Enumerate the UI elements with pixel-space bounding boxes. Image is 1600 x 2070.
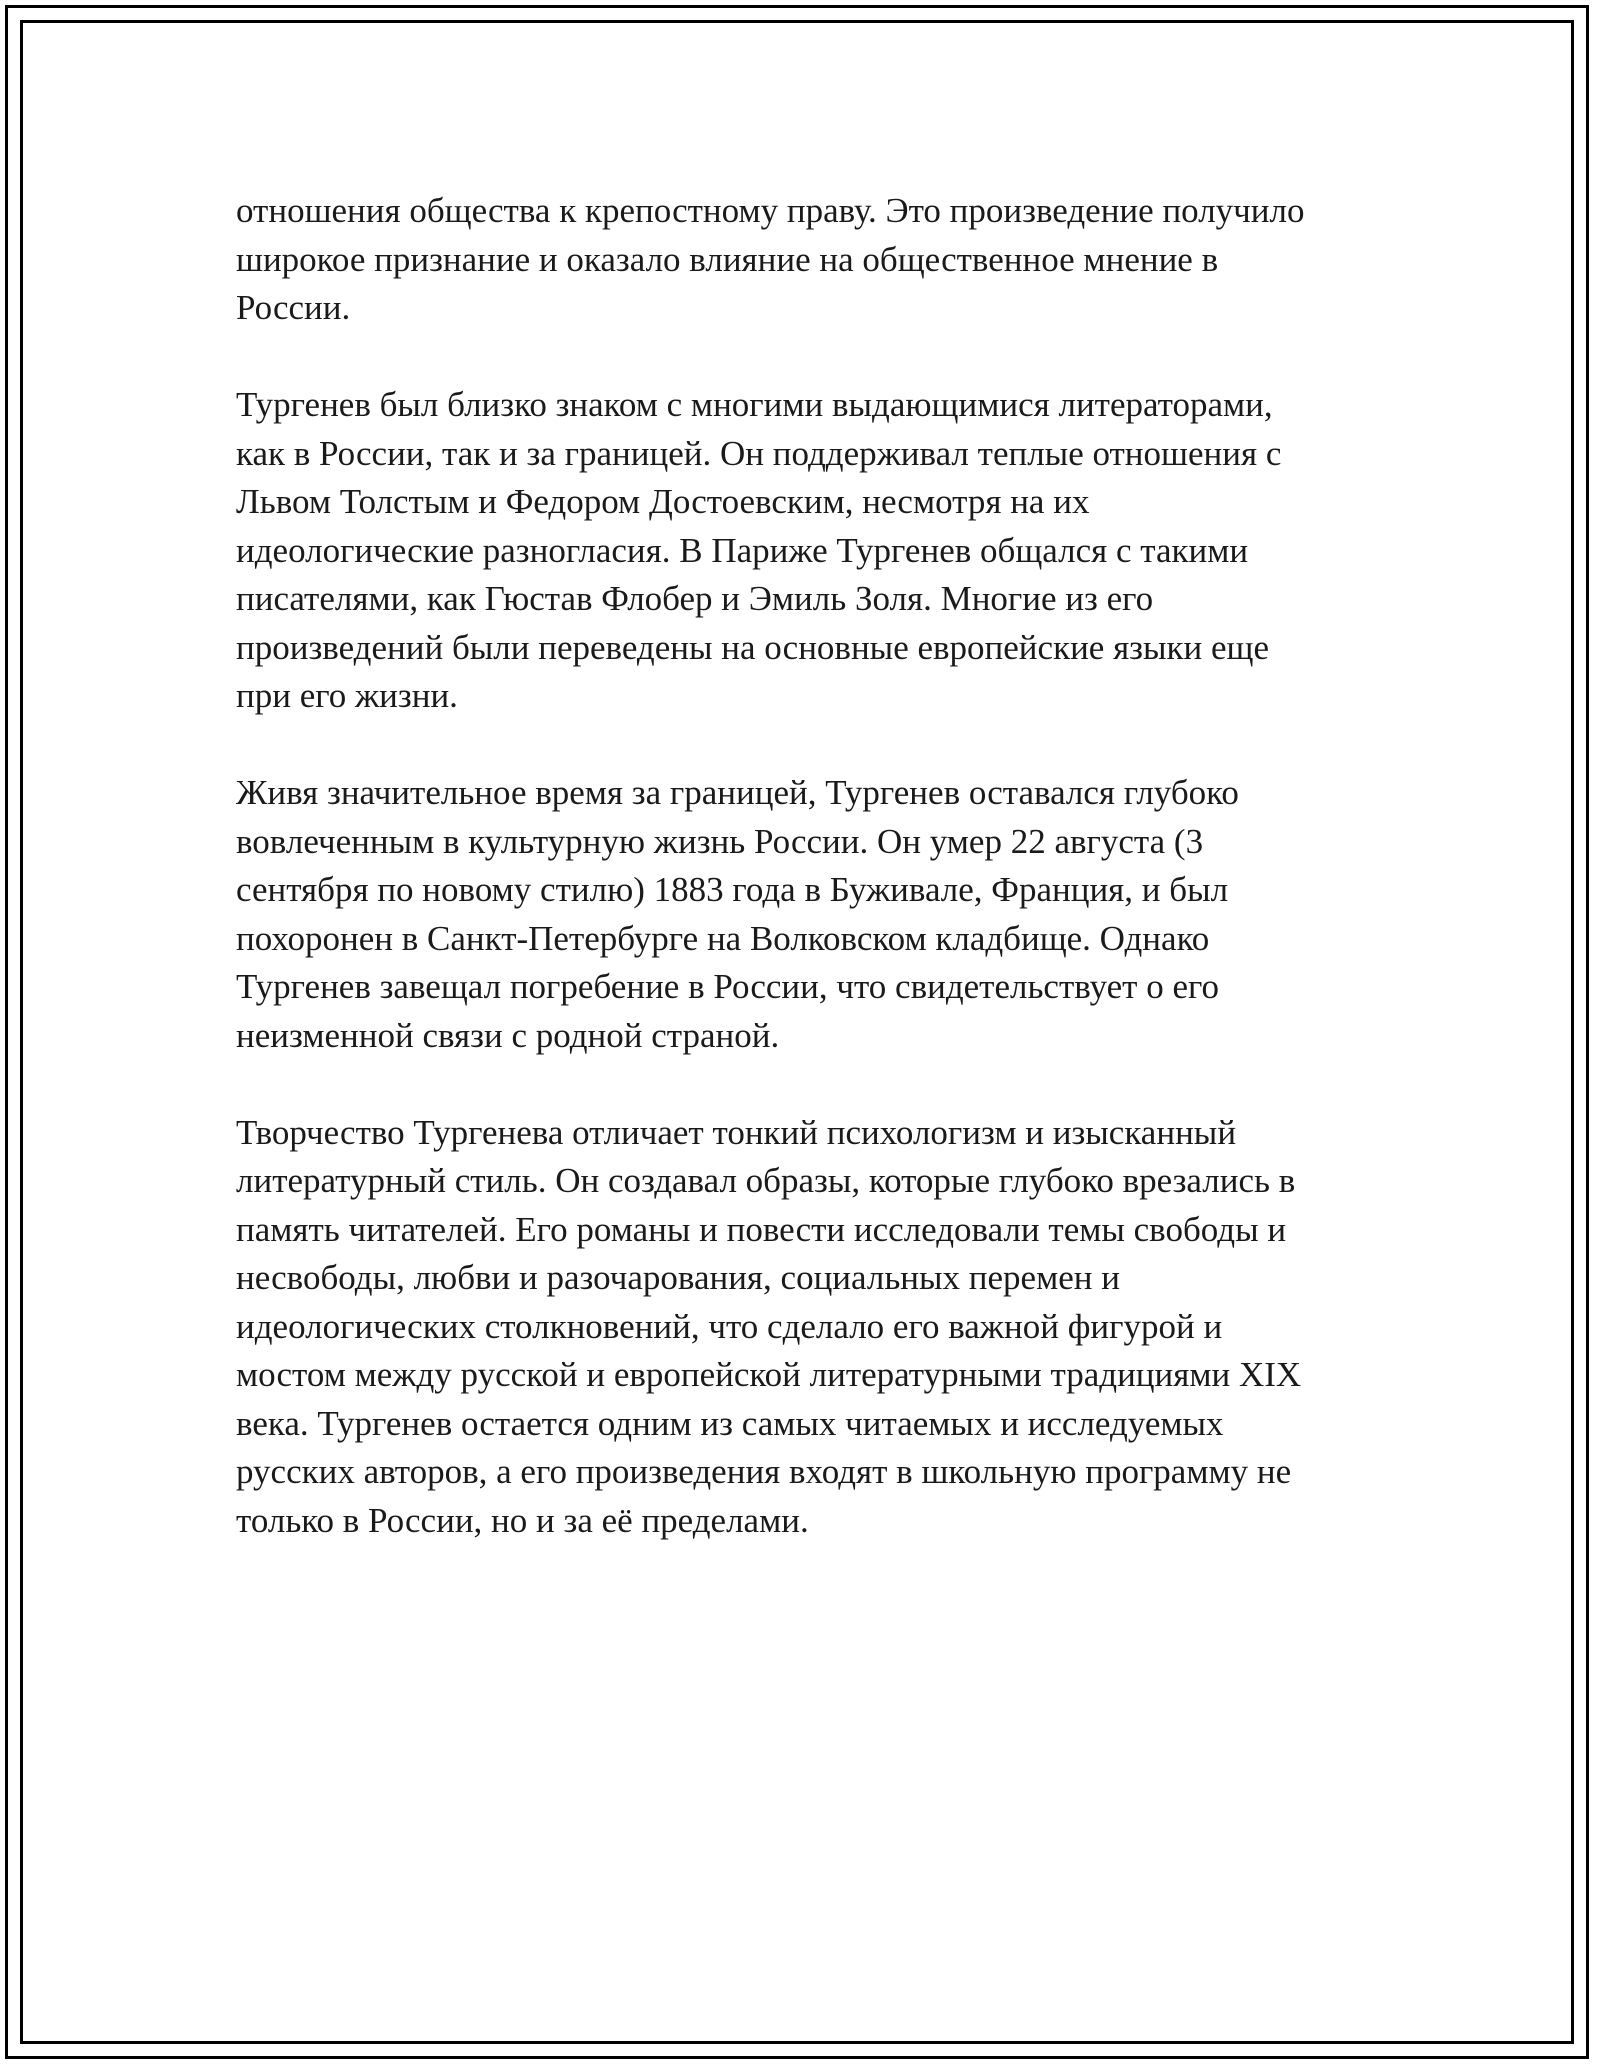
text-line: русских авторов, а его произведения входят в школьную программу не [236,1452,1292,1491]
text-line: Львом Толстым и Федором Достоевским, несмотря на их [236,482,1090,521]
text-line: века. Тургенев остается одним из самых читаемых и исследуемых [236,1403,1224,1443]
text-line: похоронен в Санкт-Петербурге на Волковском кладбище. Однако [236,918,1210,958]
text-line: мостом между русской и европейской литературными традициями XIX [236,1355,1302,1394]
text-line: несвободы, любви и разочарования, социальных перемен и [236,1258,1120,1297]
text-line: Тургенев завещал погребение в России, что свидетельствует о его [236,967,1219,1006]
text-line: произведений были переведены на основные европейские языки еще [236,627,1270,667]
text-line: литературный стиль. Он создавал образы, которые глубоко врезались в [236,1161,1296,1200]
text-line: при его жизни. [236,676,458,715]
text-line: идеологические разногласия. В Париже Тургенев общался с такими [236,530,1249,570]
text-line: сентября по новому стилю) 1883 года в Буживале, Франция, и был [236,870,1229,909]
paragraph-1 [236,187,1376,333]
text-line: отношения общества к крепостному праву. Это произведение получило [236,191,1305,230]
paragraph-3 [236,769,1376,1060]
document-body [236,187,1376,1594]
text-line: как в России, так и за границей. Он поддерживал теплые отношения с [236,433,1282,473]
text-line: Живя значительное время за границей, Тургенев оставался глубоко [236,773,1239,812]
text-line: Творчество Тургенева отличает тонкий психологизм и изысканный [236,1112,1237,1152]
text-line: широкое признание и оказало влияние на общественное мнение в [236,239,1219,279]
text-line: вовлеченным в культурную жизнь России. Он умер 22 августа (3 [236,821,1204,861]
text-line: неизменной связи с родной страной. [236,1015,780,1055]
paragraph-4 [236,1109,1376,1546]
text-line: память читателей. Его романы и повести исследовали темы свободы и [236,1209,1287,1249]
text-line: идеологических столкновений, что сделало его важной фигурой и [236,1306,1223,1346]
text-line: только в России, но и за её пределами. [236,1500,809,1540]
paragraph-2 [236,381,1376,721]
text-line: России. [236,288,351,327]
text-line: писателями, как Гюстав Флобер и Эмиль Золя. Многие из его [236,579,1154,618]
text-line: Тургенев был близко знаком с многими выдающимися литераторами, [236,385,1273,424]
